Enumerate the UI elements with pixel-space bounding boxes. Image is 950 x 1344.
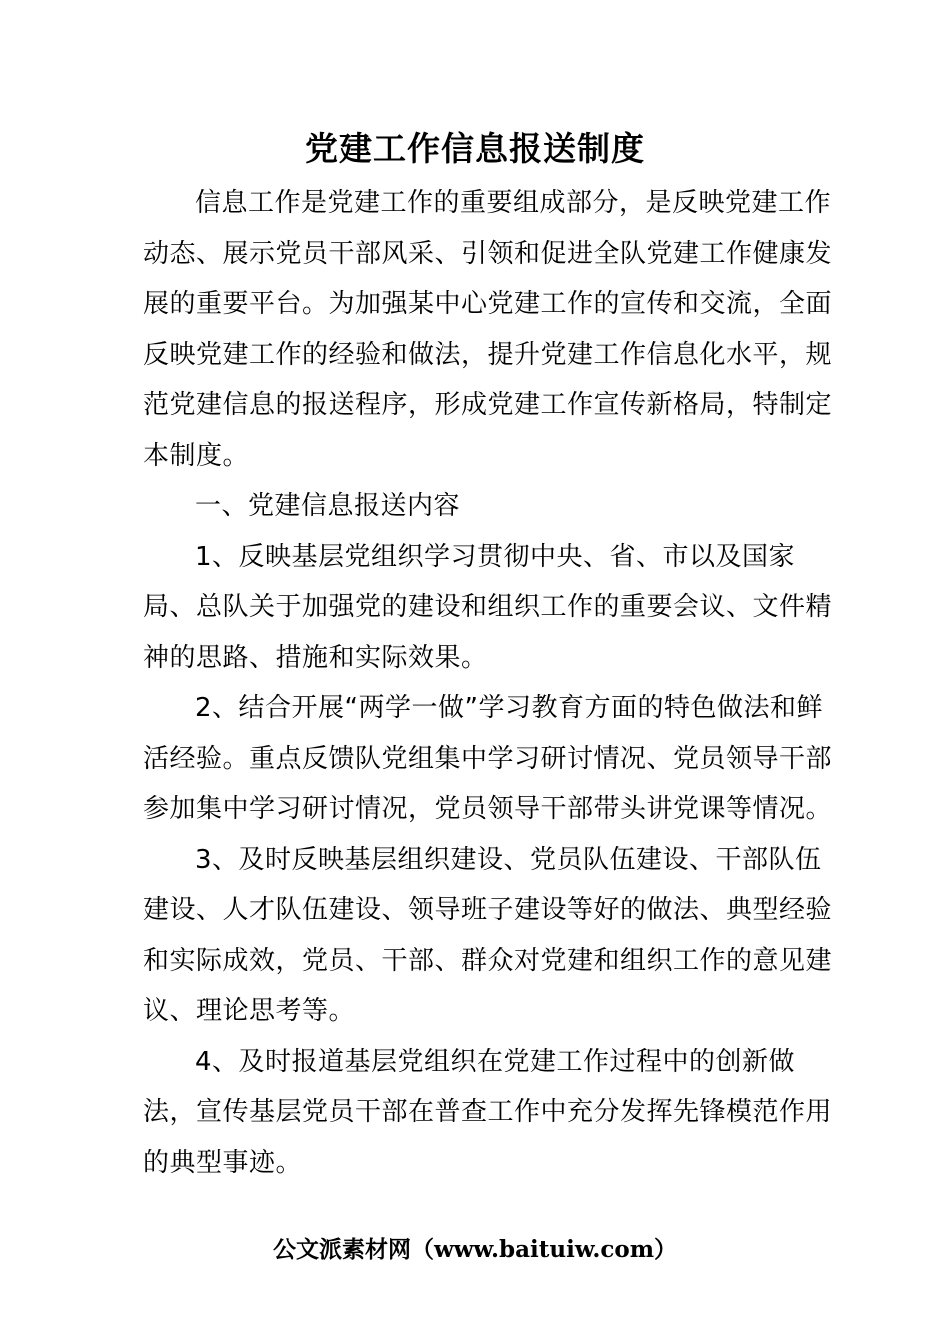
list-item-3: 3、及时反映基层组织建设、党员队伍建设、干部队伍建设、人才队伍建设、领导班子建设等好的做法、典型经验和实际成效，党员、干部、群众对党建和组织工作的意见建议、理论思考等。 <box>143 844 833 1026</box>
list-item-4: 4、及时报道基层党组织在党建工作过程中的创新做法，宣传基层党员干部在普查工作中充分发挥先锋模范作用的典型事迹。 <box>143 1046 833 1178</box>
section-heading: 一、党建信息报送内容 <box>195 491 461 521</box>
intro-paragraph: 信息工作是党建工作的重要组成部分，是反映党建工作动态、展示党员干部风采、引领和促进全队党建工作健康发展的重要平台。为加强某中心党建工作的宣传和交流，全面反映党建工作的经验和做法，提升党建工作信息化水平，规范党建信息的报送程序，形成党建工作宣传新格局，特制定本制度。 <box>143 188 833 471</box>
list-item-1: 1、反映基层党组织学习贯彻中央、省、市以及国家局、总队关于加强党的建设和组织工作的重要会议、文件精神的思路、措施和实际效果。 <box>143 541 833 673</box>
footer-watermark: 公文派素材网（www.baituiw.com） <box>272 1236 678 1263</box>
document-body <box>143 178 833 1188</box>
document-title: 党建工作信息报送制度 <box>305 129 645 168</box>
list-item-2: 2、结合开展“两学一做”学习教育方面的特色做法和鲜活经验。重点反馈队党组集中学习研讨情况、党员领导干部参加集中学习研讨情况，党员领导干部带头讲党课等情况。 <box>143 693 833 824</box>
